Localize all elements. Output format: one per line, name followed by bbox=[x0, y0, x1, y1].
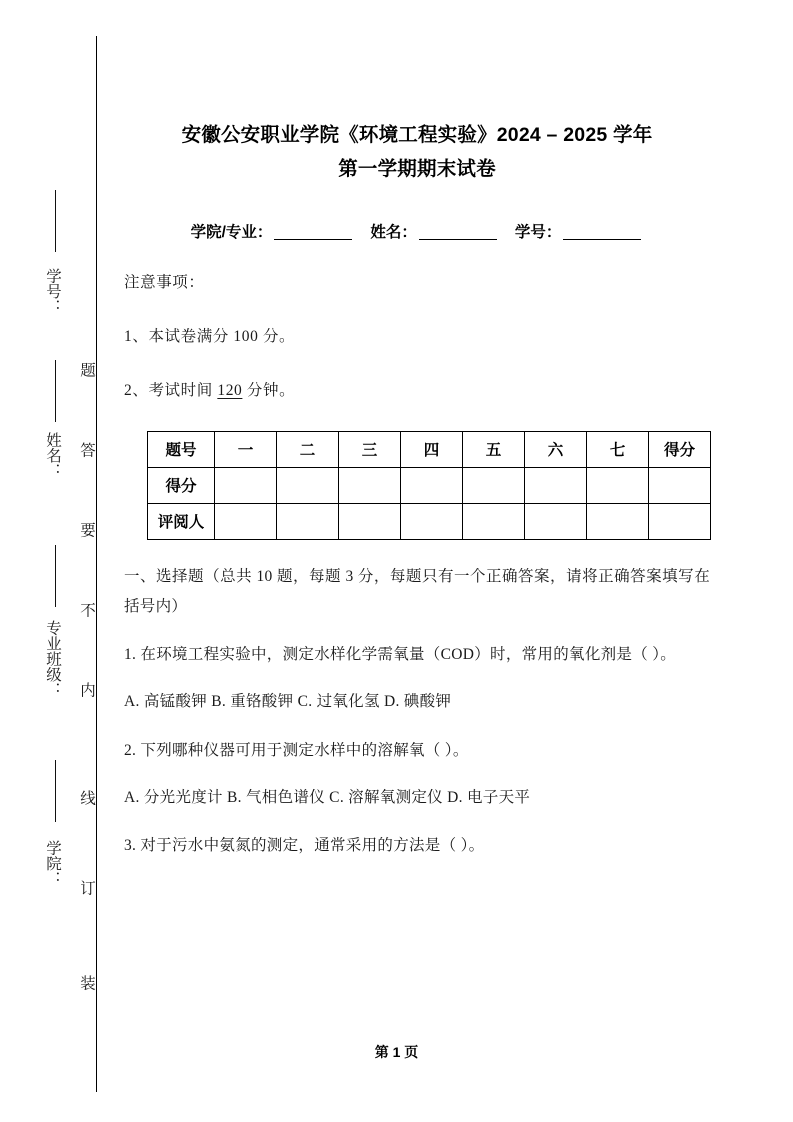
seal-char-7: 装 bbox=[78, 975, 95, 991]
score-th-3: 三 bbox=[339, 431, 401, 467]
score-cell[interactable] bbox=[215, 467, 277, 503]
input-name[interactable] bbox=[419, 239, 497, 240]
notes-heading: 注意事项： bbox=[124, 274, 205, 292]
table-row bbox=[148, 431, 711, 467]
score-th-0: 题号 bbox=[148, 431, 215, 467]
notes-item-2-post: 分钟。 bbox=[246, 381, 296, 399]
score-cell[interactable] bbox=[649, 467, 711, 503]
seal-blank-0 bbox=[55, 190, 56, 252]
score-cell[interactable] bbox=[463, 467, 525, 503]
seal-char-4: 内 bbox=[78, 682, 95, 698]
label-college-major: 学院/专业： bbox=[190, 224, 273, 242]
score-th-7: 七 bbox=[587, 431, 649, 467]
question-2-stem: 2. 下列哪种仪器可用于测定水样中的溶解氧（ ）。 bbox=[124, 741, 469, 759]
seal-blank-3 bbox=[55, 760, 56, 822]
seal-field-class: 专业班级： bbox=[44, 620, 61, 698]
seal-char-6: 订 bbox=[78, 880, 95, 896]
label-name: 姓名： bbox=[370, 224, 417, 242]
score-cell[interactable] bbox=[401, 467, 463, 503]
exam-paper-body bbox=[124, 0, 710, 861]
section-one-heading: 一、选择题（总共 10 题，每题 3 分，每题只有一个正确答案，请将正确答案填写在括号内） bbox=[124, 567, 710, 615]
seal-blank-2 bbox=[55, 545, 56, 607]
score-th-5: 五 bbox=[463, 431, 525, 467]
reviewer-cell[interactable] bbox=[401, 503, 463, 539]
seal-char-0: 题 bbox=[78, 362, 95, 378]
question-3-stem: 3. 对于污水中氨氮的测定，通常采用的方法是（ ）。 bbox=[124, 836, 485, 854]
score-cell[interactable] bbox=[525, 467, 587, 503]
label-student-id: 学号： bbox=[514, 224, 562, 242]
seal-field-name: 姓名： bbox=[44, 432, 61, 479]
page-footer bbox=[0, 1042, 793, 1062]
score-table-wrapper bbox=[124, 404, 710, 540]
score-row-label-reviewer: 评阅人 bbox=[148, 503, 215, 539]
notes-item-2-pre: 2、考试时间 bbox=[124, 381, 213, 399]
score-th-2: 二 bbox=[277, 431, 339, 467]
notes-item-1: 1、本试卷满分 100 分。 bbox=[124, 328, 296, 346]
score-table bbox=[147, 431, 711, 540]
seal-char-3: 不 bbox=[78, 602, 95, 618]
input-student-id[interactable] bbox=[563, 239, 641, 240]
score-th-8: 得分 bbox=[649, 431, 711, 467]
seal-blank-1 bbox=[55, 360, 56, 422]
seal-char-2: 要 bbox=[78, 522, 95, 538]
student-info-line bbox=[124, 186, 710, 242]
seal-char-1: 答 bbox=[78, 442, 95, 458]
score-th-6: 六 bbox=[525, 431, 587, 467]
table-row bbox=[148, 467, 711, 503]
score-th-4: 四 bbox=[401, 431, 463, 467]
reviewer-cell[interactable] bbox=[525, 503, 587, 539]
reviewer-cell[interactable] bbox=[339, 503, 401, 539]
sealing-line-sidebar bbox=[0, 0, 110, 1122]
page-number: 第 1 页 bbox=[374, 1044, 419, 1060]
reviewer-cell[interactable] bbox=[215, 503, 277, 539]
reviewer-cell[interactable] bbox=[649, 503, 711, 539]
exam-title-line-1: 安徽公安职业学院《环境工程实验》2024 – 2025 学年 bbox=[181, 124, 653, 146]
question-1-stem: 1. 在环境工程实验中，测定水样化学需氧量（COD）时，常用的氧化剂是（ ）。 bbox=[124, 646, 677, 664]
question-2-options: A. 分光光度计 B. 气相色谱仪 C. 溶解氧测定仪 D. 电子天平 bbox=[124, 788, 531, 806]
score-row-label-score: 得分 bbox=[148, 467, 215, 503]
seal-field-student-id: 学号： bbox=[44, 268, 61, 315]
score-cell[interactable] bbox=[339, 467, 401, 503]
notes-item-2-duration: 120 bbox=[217, 381, 243, 399]
score-th-1: 一 bbox=[215, 431, 277, 467]
input-college-major[interactable] bbox=[274, 239, 352, 240]
reviewer-cell[interactable] bbox=[587, 503, 649, 539]
seal-char-5: 线 bbox=[78, 790, 95, 806]
sealing-line-rule bbox=[96, 36, 97, 1092]
score-cell[interactable] bbox=[587, 467, 649, 503]
notes-item-2 bbox=[124, 350, 710, 404]
table-row bbox=[148, 503, 711, 539]
reviewer-cell[interactable] bbox=[277, 503, 339, 539]
score-cell[interactable] bbox=[277, 467, 339, 503]
reviewer-cell[interactable] bbox=[463, 503, 525, 539]
seal-field-college: 学院： bbox=[44, 840, 61, 887]
question-1-options: A. 高锰酸钾 B. 重铬酸钾 C. 过氧化氢 D. 碘酸钾 bbox=[124, 693, 452, 711]
exam-title-line-2: 第一学期期末试卷 bbox=[338, 158, 496, 181]
page-title bbox=[124, 0, 710, 186]
